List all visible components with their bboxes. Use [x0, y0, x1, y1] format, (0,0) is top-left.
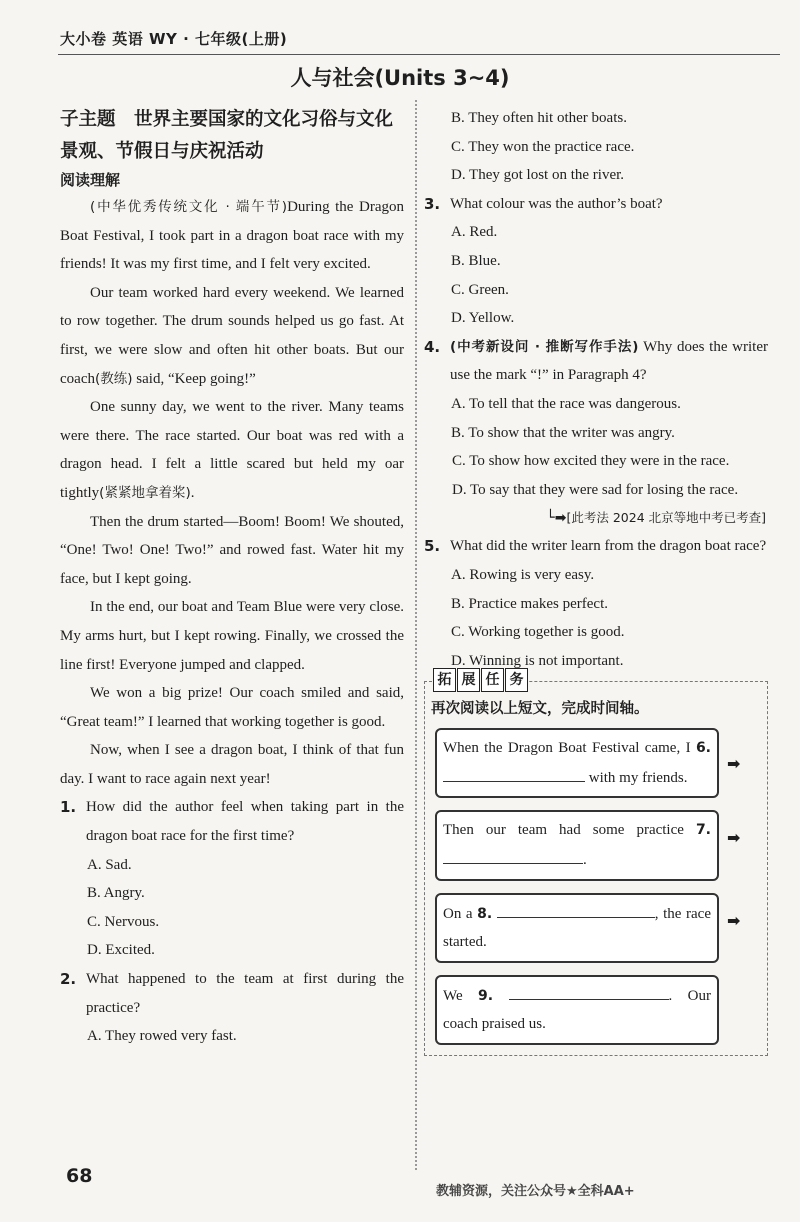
footer-watermark: 教辅资源，关注公众号★全科AA+ [436, 1184, 635, 1199]
passage-tag: (中华优秀传统文化 · 端午节) [90, 199, 288, 215]
question-4: 4. (中考新设问 · 推断写作手法) Why does the writer use the mark “!” in Paragraph 4? [424, 337, 769, 384]
passage-paragraph-3: One sunny day, we went to the river. Many teams were there. The race started. Our boat was red with a dragon head. I felt a little scared but held my oar tightly(紧紧地拿着桨). [60, 399, 404, 501]
question-5: 5. What did the writer learn from the dragon boat race? [424, 537, 767, 556]
blank-6-input[interactable] [443, 763, 585, 782]
right-arrow-icon: ➡ [727, 754, 741, 774]
q3-option-c[interactable]: C. Green. [451, 281, 509, 298]
q4-option-a[interactable]: A. To tell that the race was dangerous. [451, 395, 681, 412]
timeline-box-1: When the Dragon Boat Festival came, I 6. with my friends. [435, 728, 719, 798]
q2-option-a[interactable]: A. They rowed very fast. [87, 1028, 237, 1045]
exam-note: └➡[此考法 2024 北京等地中考已考查] [546, 510, 766, 527]
q5-option-a[interactable]: A. Rowing is very easy. [451, 566, 595, 583]
question-3: 3. What colour was the author’s boat? [424, 194, 663, 213]
q1-option-b[interactable]: B. Angry. [87, 885, 145, 902]
timeline-box-4: We 9. . Our coach praised us. [435, 975, 719, 1045]
q4-option-c[interactable]: C. To show how excited they were in the race. [452, 453, 730, 470]
gloss-coach: (教练) [94, 370, 133, 387]
left-column [60, 104, 404, 1051]
passage-paragraph-1: (中华优秀传统文化 · 端午节)During the Dragon Boat Festival, I took part in a dragon boat race with my friends! It was my first time, and I felt very excited. [60, 199, 404, 273]
blank-9-input[interactable] [509, 981, 669, 1000]
passage-paragraph-6: We won a big prize! Our coach smiled and said, “Great team!” I learned that working together is good. [60, 685, 404, 730]
header-divider [58, 54, 780, 55]
q2-option-d[interactable]: D. They got lost on the river. [451, 167, 625, 184]
book-series-header: 大小卷 英语 WY · 七年级(上册) [60, 30, 288, 48]
section-heading: 阅读理解 [60, 171, 121, 189]
blank-8-input[interactable] [497, 899, 655, 918]
page-number: 68 [66, 1165, 93, 1187]
q1-option-d[interactable]: D. Excited. [87, 942, 155, 959]
q5-option-d[interactable]: D. Winning is not important. [451, 652, 624, 669]
page-title: 人与社会(Units 3~4) [290, 66, 510, 90]
right-column [424, 104, 768, 1056]
subtopic-heading: 子主题 世界主要国家的文化习俗与文化景观、节假日与庆祝活动 [60, 109, 394, 162]
q1-option-a[interactable]: A. Sad. [87, 856, 132, 873]
q1-option-c[interactable]: C. Nervous. [87, 913, 160, 930]
right-arrow-icon: ➡ [727, 828, 741, 848]
column-divider [415, 100, 417, 1170]
q2-option-c[interactable]: C. They won the practice race. [451, 138, 635, 155]
q5-option-b[interactable]: B. Practice makes perfect. [451, 595, 609, 612]
q2-option-b[interactable]: B. They often hit other boats. [451, 110, 627, 126]
passage-paragraph-2: Our team worked hard every weekend. We learned to row together. The drum sounds helped us go fast. At first, we were slow and often hit other boats. But our coach(教练) said, “Keep going!” [60, 284, 404, 387]
timeline-box-3: On a 8. , the race started. [435, 893, 719, 963]
corner-arrow-icon: └➡ [546, 510, 567, 527]
q4-option-b[interactable]: B. To show that the writer was angry. [451, 424, 675, 441]
right-arrow-icon: ➡ [727, 910, 741, 930]
question-2: 2. What happened to the team at first during the practice? [60, 970, 404, 1016]
question-4-tag: (中考新设问 · 推断写作手法) [450, 338, 639, 355]
timeline-step-4 [435, 975, 757, 1045]
question-1: 1. How did the author feel when taking part in the dragon boat race for the first time? [60, 798, 404, 845]
timeline-step-2 [435, 810, 757, 880]
task-instruction: 再次阅读以上短文，完成时间轴。 [431, 701, 649, 718]
extension-task-title: 拓 展 任 务 [433, 668, 529, 692]
extension-task [424, 672, 768, 1056]
timeline-step-3 [435, 893, 757, 963]
blank-7-input[interactable] [443, 845, 583, 864]
q5-option-c[interactable]: C. Working together is good. [451, 624, 625, 641]
q3-option-a[interactable]: A. Red. [451, 224, 498, 241]
q3-option-d[interactable]: D. Yellow. [451, 310, 515, 327]
passage-paragraph-4: Then the drum started—Boom! Boom! We shouted, “One! Two! One! Two!” and rowed fast. Water hit my face, but I kept going. [60, 513, 404, 587]
q4-option-d[interactable]: D. To say that they were sad for losing the race. [452, 481, 739, 498]
timeline-box-2: Then our team had some practice 7. . [435, 810, 719, 880]
gloss-oar: (紧紧地拿着桨) [99, 484, 191, 501]
q3-option-b[interactable]: B. Blue. [451, 252, 501, 269]
passage-paragraph-5: In the end, our boat and Team Blue were very close. My arms hurt, but I kept rowing. Finally, we crossed the line first! Everyone jumped and clapped. [60, 599, 404, 673]
timeline-step-1 [435, 728, 757, 798]
passage-paragraph-7: Now, when I see a dragon boat, I think of that fun day. I want to race again next year! [60, 742, 404, 787]
